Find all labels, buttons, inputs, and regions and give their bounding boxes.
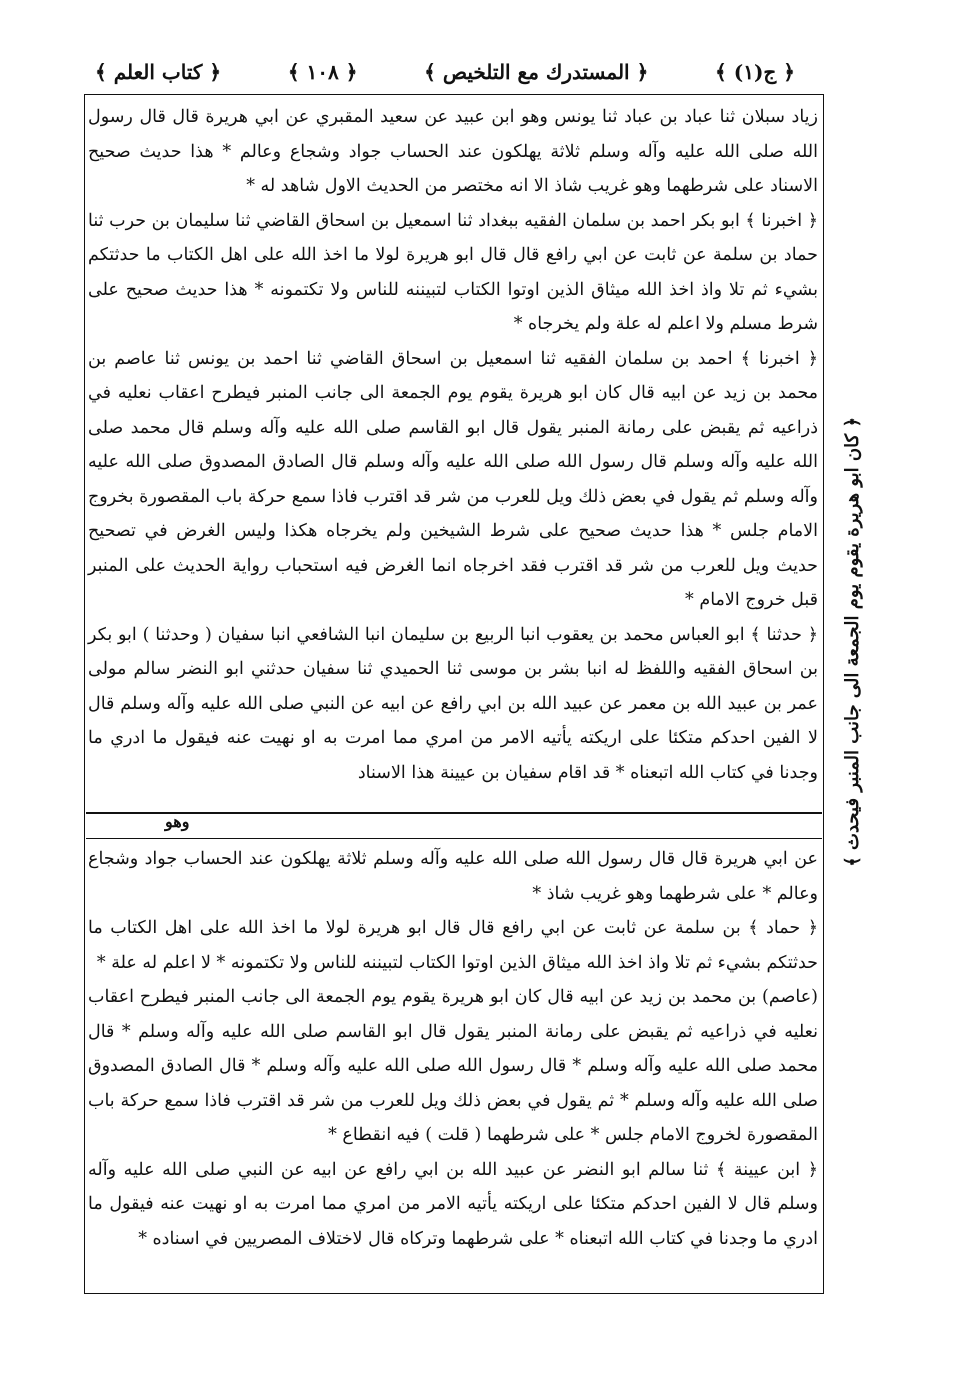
summary-paragraph: ﴿ حماد ﴾ بن سلمة عن ثابت عن ابي رافع قال قال ابو هريرة لولا ما اخذ الله على اهل الكتاب ما حدثتكم بشيء ثم تلا واذ اخذ الله ميثاق الذين اوتوا الكتاب لتبيننه للناس ولا تكتمونه * لا اعلم له علة * <box>88 918 818 973</box>
main-paragraph: ﴿ حدثنا ﴾ ابو العباس محمد بن يعقوب انبا الربيع بن سليمان انبا الشافعي انبا سفيان ( وحدثنا ) ابو بكر بن اسحاق الفقيه واللفظ له انبا بشر بن موسى ثنا الحميدي ثنا سفيان حدثني ابو النضر سالم مولى عمر بن عبيد الله بن معمر عن عبيد الله بن ابي رافع عن ابيه عن النبي صلى الله عليه وآله وسلم قال لا الفين احدكم متكئا على اريكته يأتيه الامر من امري مما امرت به او نهيت عنه فيقول ما ادري ما وجدنا في كتاب الله اتبعناه * قد اقام سفيان بن عيينة هذا الاسناد <box>88 624 818 783</box>
margin-note <box>832 372 872 912</box>
section-divider-thin <box>86 838 822 839</box>
catchword: وهو <box>165 812 190 831</box>
chapter-title: ﴿ كتاب العلم ﴾ <box>95 60 222 84</box>
main-paragraph: ﴿ اخبرنا ﴾ ابو بكر احمد بن سلمان الفقيه ببغداد ثنا اسمعيل بن اسحاق القاضي ثنا سليمان بن حرب ثنا حماد بن سلمة عن ثابت عن ابي رافع قال قال ابو هريرة لولا ما اخذ الله على اهل الكتاب ما حدثتكم بشيء ثم تلا واذ اخذ الله ميثاق الذين اوتوا الكتاب لتبيننه للناس ولا تكتمونه * هذا حديث صحيح على شرط مسلم ولا اعلم له علة ولم يخرجاه * <box>88 210 818 334</box>
volume-label: ﴿ ج(۱) ﴾ <box>715 60 795 84</box>
running-header <box>95 52 795 92</box>
main-text <box>88 100 818 805</box>
book-title: ﴿ المستدرك مع التلخيص ﴾ <box>424 60 649 84</box>
summary-text <box>88 842 818 1287</box>
section-divider <box>86 812 822 814</box>
margin-note-text: ﴿ كان ابو هريرة يقوم يوم الجمعة الى جانب المنبر فيحدث ﴾ <box>841 417 863 867</box>
summary-paragraph: عن ابي هريرة قال قال رسول الله صلى الله عليه وآله وسلم ثلاثة يهلكون عند الحساب جواد وشجاع وعالم * على شرطهما وهو غريب شاذ * <box>88 849 818 904</box>
main-paragraph: زياد سبلان ثنا عباد بن عباد ثنا يونس وهو ابن عبيد عن سعيد المقبري عن ابي هريرة قال قال رسول الله صلى الله عليه وآله وسلم ثلاثة يهلكون عند الحساب جواد وشجاع وعالم * هذا حديث صحيح الاسناد على شرطهما وهو غريب شاذ الا انه مختصر من الحديث الاول شاهد له * <box>88 107 818 196</box>
page-number: ﴿ ۱۰۸ ﴾ <box>287 60 358 84</box>
summary-paragraph: ﴿ ابن عيينة ﴾ ثنا سالم ابو النضر عن عبيد الله بن ابي رافع عن ابيه عن النبي صلى الله عليه وآله وسلم قال لا الفين احدكم متكئا على اريكته يأتيه الامر من امري مما امرت به او نهيت عنه فيقول ما ادري ما وجدنا في كتاب الله اتبعناه * على شرطهما وتركاه قال لاختلاف المصريين في اسناده * <box>88 1159 818 1249</box>
main-paragraph: ﴿ اخبرنا ﴾ احمد بن سلمان الفقيه ثنا اسمعيل بن اسحاق القاضي ثنا احمد بن يونس ثنا عاصم بن محمد بن زيد عن ابيه قال كان ابو هريرة يقوم يوم الجمعة الى جانب المنبر فيطرح اعقاب نعليه في ذراعيه ثم يقبض على رمانة المنبر يقول قال ابو القاسم صلى الله عليه وآله وسلم قال محمد صلى الله عليه وآله وسلم قال رسول الله صلى الله عليه وآله وسلم قال الصادق المصدوق صلى الله عليه وآله وسلم ثم يقول في بعض ذلك ويل للعرب من شر قد اقترب فاذا سمع حركة باب المقصورة بخروج الامام جلس * هذا حديث صحيح على شرط الشيخين ولم يخرجاه هكذا وليس الغرض في تصحيح حديث ويل للعرب من شر قد اقترب فقد اخرجاه انما الغرض فيه استحباب رواية الحديث على المنبر قبل خروج الامام * <box>88 348 818 610</box>
summary-paragraph: (عاصم) بن محمد بن زيد عن ابيه قال كان ابو هريرة يقوم يوم الجمعة الى جانب المنبر فيطرح اعقاب نعليه في ذراعيه ثم يقبض على رمانة المنبر يقول قال ابو القاسم صلى الله عليه وآله وسلم * قال محمد صلى الله عليه وآله وسلم * قال رسول الله صلى الله عليه وآله وسلم * قال الصادق المصدوق صلى الله عليه وآله وسلم * ثم يقول في بعض ذلك ويل للعرب من شر قد اقترب فاذا سمع حركة باب المقصورة لخروج الامام جلس * على شرطهما ( قلت ) فيه انقطاع * <box>88 987 818 1145</box>
